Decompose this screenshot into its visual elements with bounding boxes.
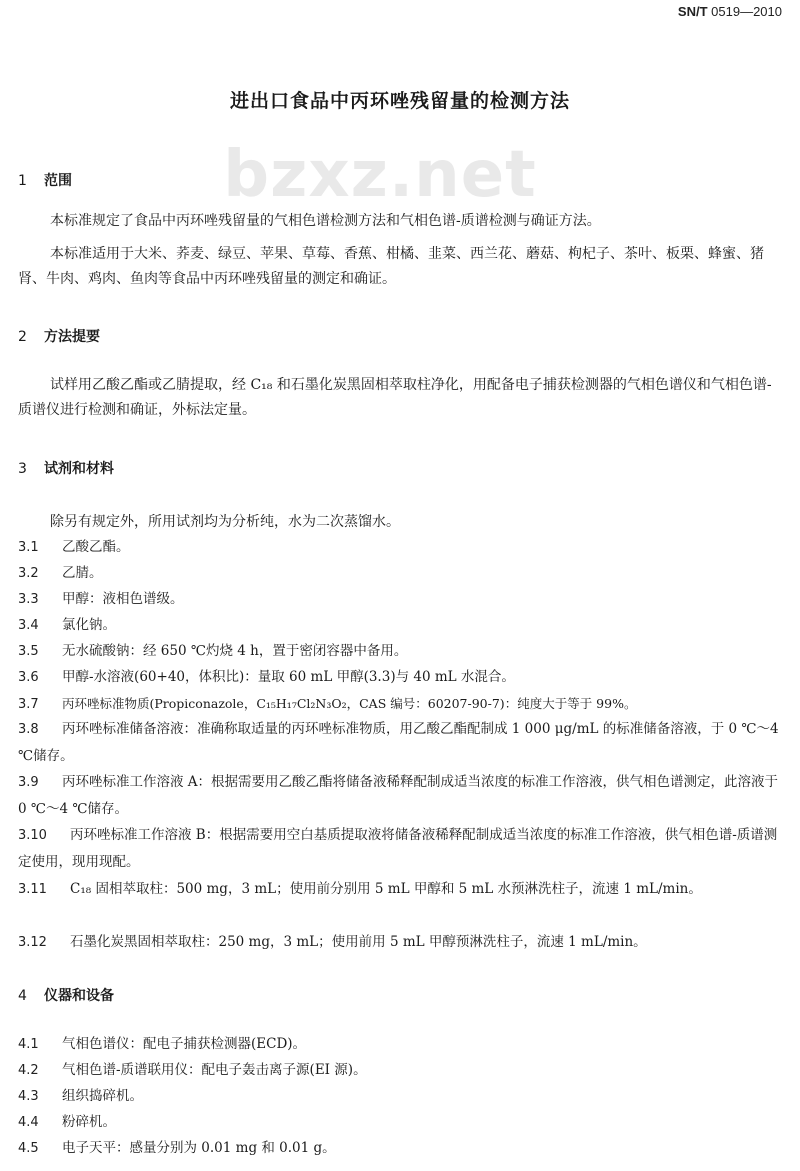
section-3-heading bbox=[18, 458, 114, 478]
list-item: 3.5 无水硫酸钠：经 650 ℃灼烧 4 h，置于密闭容器中备用。 bbox=[18, 643, 408, 659]
list-item: 3.11 C₁₈ 固相萃取柱：500 mg，3 mL；使用前分别用 5 mL 甲醇和 5 mL 水预淋洗柱子，流速 1 mL/min。 bbox=[18, 881, 702, 897]
list-item: 3.9 丙环唑标准工作溶液 A：根据需要用乙酸乙酯将储备液稀释配制成适当浓度的标准工作溶液，供气相色谱测定，此溶液于 0 ℃～4 ℃储存。 bbox=[18, 774, 779, 817]
list-item: 3.7 丙环唑标准物质(Propiconazole，C₁₅H₁₇Cl₂N₃O₂，CAS 编号：60207-90-7)：纯度大于等于 99%。 bbox=[18, 696, 637, 712]
list-item: 3.2 乙腈。 bbox=[18, 565, 103, 581]
list-item: 4.1 气相色谱仪：配电子捕获检测器(ECD)。 bbox=[18, 1036, 307, 1052]
section-title: 方法提要 bbox=[44, 329, 100, 345]
section-1-paragraph-2: 本标准适用于大米、荞麦、绿豆、苹果、草莓、香蕉、柑橘、韭菜、西兰花、蘑菇、枸杞子、茶叶、板栗、蜂蜜、猪肾、牛肉、鸡肉、鱼肉等食品中丙环唑残留量的测定和确证。 bbox=[18, 246, 764, 287]
section-number: 1 bbox=[18, 173, 27, 189]
section-title: 仪器和设备 bbox=[44, 988, 114, 1004]
section-2-paragraph-1: 试样用乙酸乙酯或乙腈提取，经 C₁₈ 和石墨化炭黑固相萃取柱净化，用配备电子捕获检测器的气相色谱仪和气相色谱-质谱仪进行检测和确证，外标法定量。 bbox=[18, 377, 772, 418]
list-item: 3.1 乙酸乙酯。 bbox=[18, 539, 130, 555]
section-1-heading bbox=[18, 170, 72, 190]
standard-code-prefix: SN/T bbox=[677, 4, 708, 19]
list-item: 4.5 电子天平：感量分别为 0.01 mg 和 0.01 g。 bbox=[18, 1140, 336, 1156]
standard-code bbox=[678, 4, 782, 19]
section-number: 3 bbox=[18, 461, 27, 477]
section-title: 范围 bbox=[44, 173, 72, 189]
list-item: 4.4 粉碎机。 bbox=[18, 1114, 116, 1130]
document-title: 进出口食品中丙环唑残留量的检测方法 bbox=[229, 90, 570, 112]
section-number: 2 bbox=[18, 329, 27, 345]
watermark: bzxz.net bbox=[223, 138, 537, 212]
list-item: 3.10 丙环唑标准工作溶液 B：根据需要用空白基质提取液将储备液稀释配制成适当浓度的标准工作溶液，供气相色谱-质谱测定使用，现用现配。 bbox=[18, 827, 778, 870]
list-item: 4.3 组织捣碎机。 bbox=[18, 1088, 143, 1104]
list-item: 3.4 氯化钠。 bbox=[18, 617, 116, 633]
standard-code-number: 0519—2010 bbox=[711, 4, 782, 19]
list-item: 3.8 丙环唑标准储备溶液：准确称取适量的丙环唑标准物质，用乙酸乙酯配制成 1 000 μg/mL 的标准储备溶液，于 0 ℃～4 ℃储存。 bbox=[18, 721, 779, 764]
section-title: 试剂和材料 bbox=[44, 461, 114, 477]
section-3-intro: 除另有规定外，所用试剂均为分析纯，水为二次蒸馏水。 bbox=[50, 514, 400, 530]
section-2-heading bbox=[18, 326, 100, 346]
list-item: 3.3 甲醇：液相色谱级。 bbox=[18, 591, 184, 607]
list-item: 3.6 甲醇-水溶液(60+40，体积比)：量取 60 mL 甲醇(3.3)与 40 mL 水混合。 bbox=[18, 669, 515, 685]
section-number: 4 bbox=[18, 988, 27, 1004]
list-item: 4.2 气相色谱-质谱联用仪：配电子轰击离子源(EI 源)。 bbox=[18, 1062, 367, 1078]
section-4-heading bbox=[18, 985, 114, 1005]
section-1-paragraph-1: 本标准规定了食品中丙环唑残留量的气相色谱检测方法和气相色谱-质谱检测与确证方法。 bbox=[50, 213, 601, 229]
list-item: 3.12 石墨化炭黑固相萃取柱：250 mg，3 mL；使用前用 5 mL 甲醇预淋洗柱子，流速 1 mL/min。 bbox=[18, 934, 647, 950]
